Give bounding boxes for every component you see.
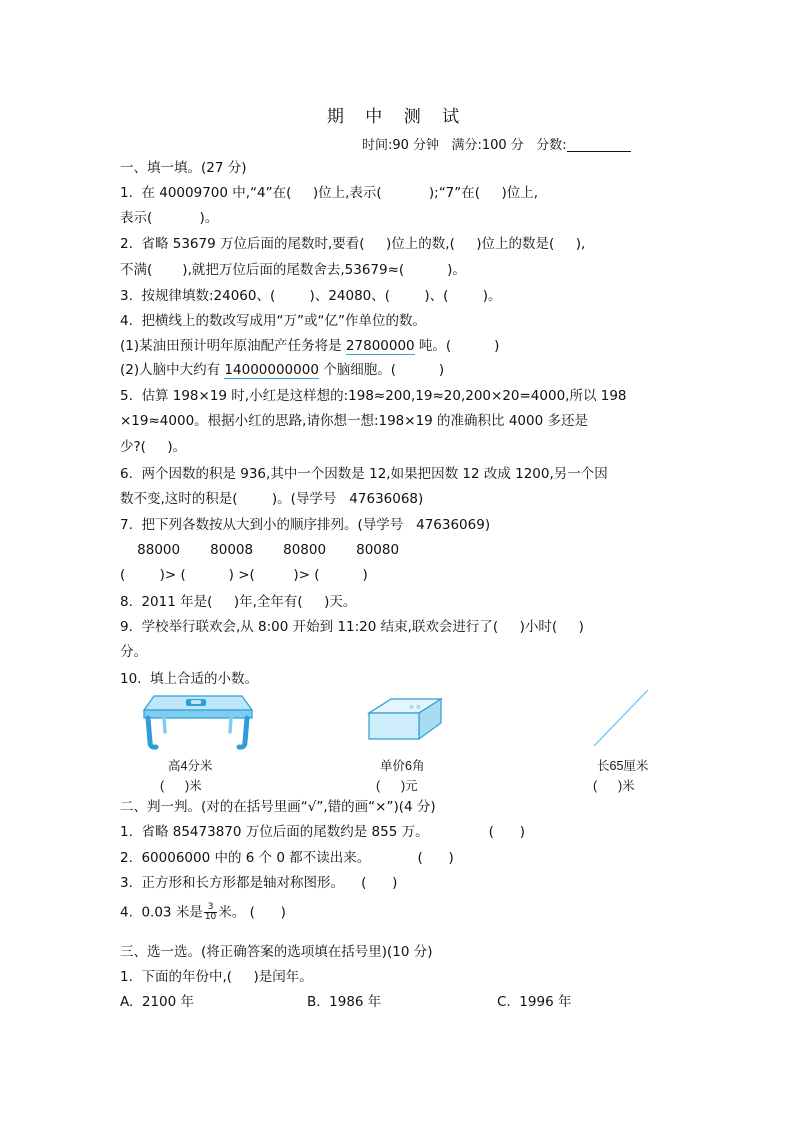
caption-pencil-length: 长65厘米 bbox=[597, 759, 649, 773]
caption-eraser-price: 单价6角 bbox=[380, 759, 425, 773]
section-3-heading: 三、选一选。(将正确答案的选项填在括号里)(10 分) bbox=[120, 944, 433, 960]
full-score: 满分:100 分 bbox=[451, 138, 524, 153]
question-1-9-line-b: 分。 bbox=[120, 644, 147, 660]
question-1-5-line-a: 5. 估算 198×19 时,小红是这样想的:198≈200,19≈20,200×20=4000,所以 198 bbox=[120, 388, 627, 404]
question-2-2: 2. 60006000 中的 6 个 0 都不读出来。 ( ) bbox=[120, 850, 454, 866]
question-1-3: 3. 按规律填数:24060、( )、24080、( )、( )。 bbox=[120, 288, 502, 304]
caption-table-height: 高4分米 bbox=[168, 759, 213, 773]
question-1-6-line-a: 6. 两个因数的积是 936,其中一个因数是 12,如果把因数 12 改成 1200,另一个因 bbox=[120, 466, 608, 482]
question-1-4-1 bbox=[120, 337, 499, 355]
blank-eraser-price: ( )元 bbox=[376, 779, 418, 793]
blank-table-height: ( )米 bbox=[160, 779, 202, 793]
q2-4-blank: 米。 ( ) bbox=[218, 904, 286, 921]
question-1-4-2 bbox=[120, 361, 444, 379]
question-1-5-line-b: ×19≈4000。根据小红的思路,请你想一想:198×19 的准确积比 4000 多还是 bbox=[120, 413, 588, 429]
blank-pencil-length: ( )米 bbox=[593, 779, 635, 793]
q4-2-blank: 个脑细胞。( ) bbox=[318, 362, 445, 378]
q4-2-text: (2)人脑中大约有 bbox=[120, 362, 225, 378]
question-1-8: 8. 2011 年是( )年,全年有( )天。 bbox=[120, 594, 357, 610]
q4-1-text: (1)某油田预计明年原油配产任务将是 bbox=[120, 338, 346, 354]
q4-2-number: 14000000000 bbox=[224, 362, 319, 378]
question-1-1-line-a: 1. 在 40009700 中,“4”在( )位上,表示( );“7”在( )位上, bbox=[120, 185, 539, 201]
q4-1-number: 27800000 bbox=[345, 338, 415, 354]
section-1-heading: 一、填一填。(27 分) bbox=[120, 160, 247, 176]
eraser-illustration bbox=[365, 695, 445, 743]
page-title: 期 中 测 试 bbox=[326, 107, 468, 127]
question-1-1-line-b: 表示( )。 bbox=[120, 210, 219, 226]
q4-1-blank: 吨。( ) bbox=[414, 338, 500, 354]
question-1-7-order: ( )> ( ) >( )> ( ) bbox=[120, 567, 368, 583]
question-2-3: 3. 正方形和长方形都是轴对称图形。 ( ) bbox=[120, 875, 398, 891]
q2-4-text: 4. 0.03 米是 bbox=[120, 904, 203, 921]
svg-text:✻ ✻: ✻ ✻ bbox=[409, 704, 421, 711]
question-1-5-line-c: 少?( )。 bbox=[120, 439, 187, 455]
question-1-2-line-b: 不满( ),就把万位后面的尾数舍去,53679≈( )。 bbox=[120, 262, 466, 278]
fraction-denominator: 10 bbox=[204, 912, 217, 922]
question-1-2-line-a: 2. 省略 53679 万位后面的尾数时,要看( )位上的数,( )位上的数是( ), bbox=[120, 236, 586, 252]
question-2-4 bbox=[120, 903, 286, 922]
question-1-6-line-b: 数不变,这时的积是( )。(导学号 47636068) bbox=[120, 491, 424, 507]
score-label: 分数: bbox=[536, 138, 567, 153]
fraction-numerator: 3 bbox=[204, 903, 217, 913]
option-a: A. 2100 年 bbox=[120, 994, 195, 1010]
question-2-1: 1. 省略 85473870 万位后面的尾数约是 855 万。 ( ) bbox=[120, 824, 525, 840]
time-limit: 时间:90 分钟 bbox=[362, 138, 440, 153]
score-blank[interactable] bbox=[567, 137, 631, 152]
table-illustration bbox=[140, 690, 255, 752]
question-1-7: 7. 把下列各数按从大到小的顺序排列。(导学号 47636069) bbox=[120, 517, 491, 533]
option-c: C. 1996 年 bbox=[497, 994, 572, 1010]
question-1-10: 10. 填上合适的小数。 bbox=[120, 671, 259, 687]
option-b: B. 1986 年 bbox=[307, 994, 382, 1010]
question-1-9-line-a: 9. 学校举行联欢会,从 8:00 开始到 11:20 结束,联欢会进行了( )小时( ) bbox=[120, 619, 584, 635]
section-2-heading: 二、判一判。(对的在括号里画“√”,错的画“×”)(4 分) bbox=[120, 799, 436, 815]
fraction-three-tenths bbox=[204, 903, 217, 922]
question-1-7-numbers: 88000 80008 80800 80080 bbox=[120, 542, 400, 558]
question-1-4: 4. 把横线上的数改写成用“万”或“亿”作单位的数。 bbox=[120, 313, 426, 329]
question-3-1: 1. 下面的年份中,( )是闰年。 bbox=[120, 969, 313, 985]
pencil-line-illustration bbox=[590, 688, 652, 748]
exam-meta bbox=[362, 134, 631, 153]
